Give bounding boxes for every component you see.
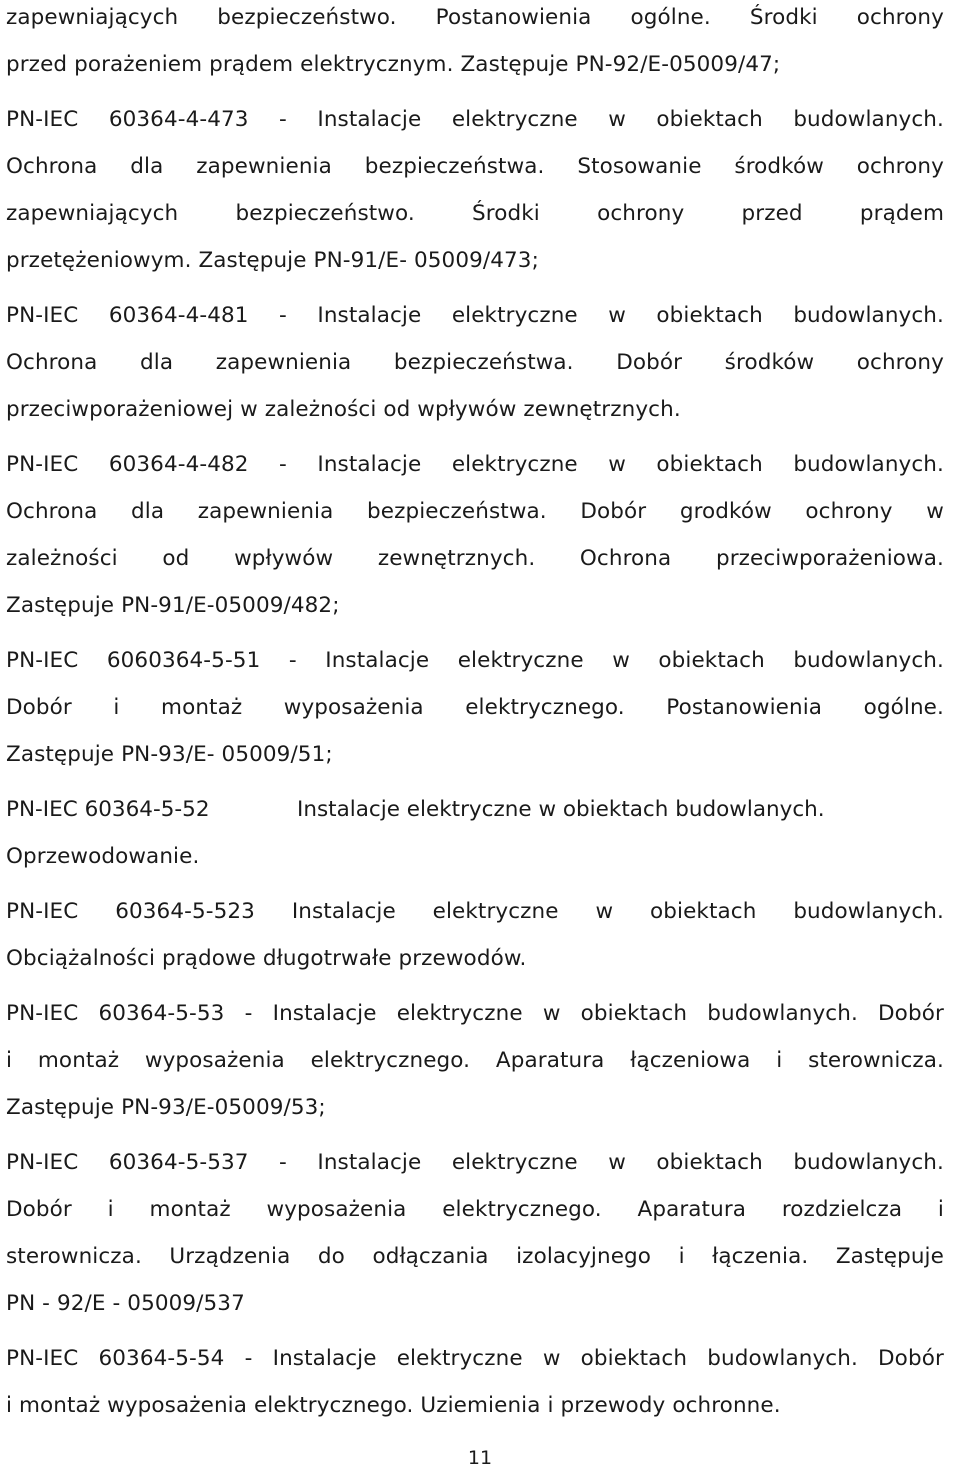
word: elektryczne [396,1346,523,1371]
text-line: Obciążalności prądowe długotrwałe przewodów. [6,946,527,971]
word: zewnętrznych. [377,546,536,571]
word: PN-IEC [6,648,79,673]
word: ogólne. [630,5,711,30]
word: ochrony [856,350,944,375]
text-line: PN - 92/E - 05009/537 [6,1291,245,1316]
word: ochrony [805,499,893,524]
standard-entry [6,643,944,784]
standard-entry [6,1341,944,1435]
text-line [6,690,944,737]
word: Instalacje [317,303,422,328]
word: Ochrona [6,499,98,524]
word: elektryczne [451,1150,578,1175]
word: i [113,695,120,720]
word: 60364-5-523 [115,899,255,924]
text-line: i montaż wyposażenia elektrycznego. Uziemienia i przewody ochronne. [6,1393,781,1418]
word: zapewnienia [196,154,332,179]
text-line: Oprzewodowanie. [6,844,200,869]
word: Ochrona [6,350,98,375]
word: 60364-4-473 [108,107,249,132]
word: budowlanych. [793,899,944,924]
word: bezpieczeństwa. [364,154,545,179]
text-line [6,0,944,47]
word: obiektach [658,648,765,673]
text-line [6,102,944,149]
word: elektryczne [432,899,559,924]
standard-entry [6,996,944,1137]
word: ochrony [597,201,685,226]
word: Środki [472,201,540,226]
word: zależności [6,546,118,571]
word: rozdzielcza [781,1197,903,1222]
word: montaż [161,695,243,720]
standard-entry [6,0,944,94]
word: elektryczne [457,648,584,673]
word: obiektach [580,1001,688,1026]
word: obiektach [650,899,757,924]
word: odłączania [372,1244,489,1269]
word: 60364-5-537 [108,1150,249,1175]
word: od [162,546,190,571]
paragraph-spacer [6,1333,944,1341]
word: PN-IEC [6,1150,79,1175]
text-line [6,1239,944,1286]
word: elektryczne [451,303,578,328]
word: montaż [149,1197,231,1222]
page-number: 11 [467,1447,493,1469]
word: Instalacje [317,107,422,132]
word: i [678,1244,685,1269]
paragraph-spacer [6,886,944,894]
word: Ochrona [579,546,672,571]
word: w [542,1346,561,1371]
standard-entry [6,792,944,886]
word: PN-IEC [6,899,79,924]
text-line [6,996,944,1043]
word: Dobór [6,695,72,720]
word: - [279,303,287,328]
word: Postanowienia [666,695,823,720]
word: - [279,452,287,477]
word: w [608,303,626,328]
word: Urządzenia [169,1244,291,1269]
word: do [317,1244,345,1269]
text-line [6,196,944,243]
word: ogólne. [863,695,944,720]
word: Aparatura [637,1197,747,1222]
text-line [6,149,944,196]
word: obiektach [656,452,763,477]
word: dla [131,499,165,524]
word: - [244,1001,253,1026]
word: Środki [749,5,818,30]
word: - [288,648,297,673]
text-line [6,1341,944,1388]
text-line [6,541,944,588]
paragraph-spacer [6,94,944,102]
word: budowlanych. [793,303,944,328]
word: Stosowanie [577,154,702,179]
word: elektryczne [396,1001,523,1026]
word: przeciwporażeniowa. [715,546,944,571]
text-line [6,494,944,541]
word: Instalacje [325,648,430,673]
word: grodków [679,499,772,524]
word: w [608,1150,626,1175]
word: bezpieczeństwo. [235,201,415,226]
text-line [6,1192,944,1239]
word: PN-IEC [6,107,79,132]
word: wyposażenia [144,1048,285,1073]
standard-entry [6,447,944,635]
text-line [6,447,944,494]
word: 6060364-5-51 [106,648,261,673]
word: Dobór [616,350,683,375]
word: Zastępuje [835,1244,944,1269]
document-page [6,0,944,1435]
paragraph-spacer [6,1137,944,1145]
word: budowlanych. [707,1001,858,1026]
standard-entry [6,894,944,988]
word: zapewnienia [197,499,334,524]
word: i [937,1197,944,1222]
word: w [608,107,626,132]
word: ochrony [856,154,944,179]
word: elektrycznego. [465,695,625,720]
text-line [6,1145,944,1192]
text-line [6,1043,944,1090]
word: Instalacje [317,1150,422,1175]
word: Instalacje [291,899,396,924]
word: łączenia. [712,1244,809,1269]
word: budowlanych. [707,1346,858,1371]
word: 60364-4-481 [108,303,249,328]
text-line: przed porażeniem prądem elektrycznym. Zastępuje PN-92/E-05009/47; [6,52,781,77]
word: zapewnienia [215,350,352,375]
word: budowlanych. [793,1150,944,1175]
paragraph-spacer [6,290,944,298]
word: sterownicza. [6,1244,142,1269]
standard-title: Instalacje elektryczne w obiektach budowlanych. [297,797,825,822]
paragraph-spacer [6,988,944,996]
word: i [107,1197,114,1222]
word: i [776,1048,783,1073]
word: bezpieczeństwo. [217,5,397,30]
word: w [926,499,944,524]
standard-code: PN-IEC 60364-5-52 [6,797,210,822]
word: Dobór [580,499,647,524]
standard-entry [6,298,944,439]
word: Aparatura [495,1048,605,1073]
word: ochrony [856,5,944,30]
text-line [6,298,944,345]
text-line: Zastępuje PN-91/E-05009/482; [6,593,340,618]
word: w [595,899,614,924]
word: wyposażenia [283,695,424,720]
word: prądem [859,201,944,226]
word: budowlanych. [793,648,944,673]
word: elektrycznego. [442,1197,602,1222]
text-line: przetężeniowym. Zastępuje PN-91/E- 05009/473; [6,248,539,273]
word: elektrycznego. [310,1048,471,1073]
word: budowlanych. [793,107,944,132]
word: Dobór [6,1197,72,1222]
word: Instalacje [272,1346,377,1371]
word: PN-IEC [6,452,79,477]
word: sterownicza. [808,1048,944,1073]
text-line [6,643,944,690]
word: 60364-4-482 [108,452,249,477]
word: bezpieczeństwa. [393,350,574,375]
word: Postanowienia [435,5,592,30]
word: w [612,648,630,673]
word: budowlanych. [793,452,944,477]
text-line [6,345,944,392]
word: elektryczne [451,452,578,477]
word: montaż [37,1048,120,1073]
word: środków [724,350,815,375]
word: Ochrona [6,154,98,179]
word: izolacyjnego [516,1244,652,1269]
word: w [608,452,626,477]
word: obiektach [580,1346,688,1371]
word: Instalacje [317,452,422,477]
word: obiektach [656,107,763,132]
word: - [279,107,287,132]
word: PN-IEC [6,1346,79,1371]
text-line: przeciwporażeniowej w zależności od wpływów zewnętrznych. [6,397,681,422]
standard-entry-header-line [6,792,944,839]
word: dla [130,154,164,179]
word: dla [140,350,174,375]
word: Dobór [878,1001,944,1026]
word: przed [741,201,803,226]
word: 60364-5-54 [98,1346,225,1371]
paragraph-spacer [6,635,944,643]
word: PN-IEC [6,303,79,328]
word: w [542,1001,561,1026]
word: Instalacje [272,1001,377,1026]
paragraph-spacer [6,439,944,447]
word: obiektach [656,303,763,328]
standard-entry [6,102,944,290]
text-line: Zastępuje PN-93/E-05009/53; [6,1095,326,1120]
text-line [6,894,944,941]
standard-entry [6,1145,944,1333]
word: zapewniających [6,5,179,30]
word: - [279,1150,287,1175]
text-line: Zastępuje PN-93/E- 05009/51; [6,742,333,767]
word: PN-IEC [6,1001,79,1026]
word: elektryczne [451,107,578,132]
word: - [244,1346,253,1371]
word: Dobór [878,1346,944,1371]
word: wpływów [234,546,334,571]
word: obiektach [656,1150,763,1175]
word: środków [734,154,824,179]
word: zapewniających [6,201,179,226]
word: i [6,1048,13,1073]
word: wyposażenia [266,1197,407,1222]
word: łączeniowa [630,1048,751,1073]
word: bezpieczeństwa. [367,499,547,524]
word: 60364-5-53 [98,1001,225,1026]
paragraph-spacer [6,784,944,792]
